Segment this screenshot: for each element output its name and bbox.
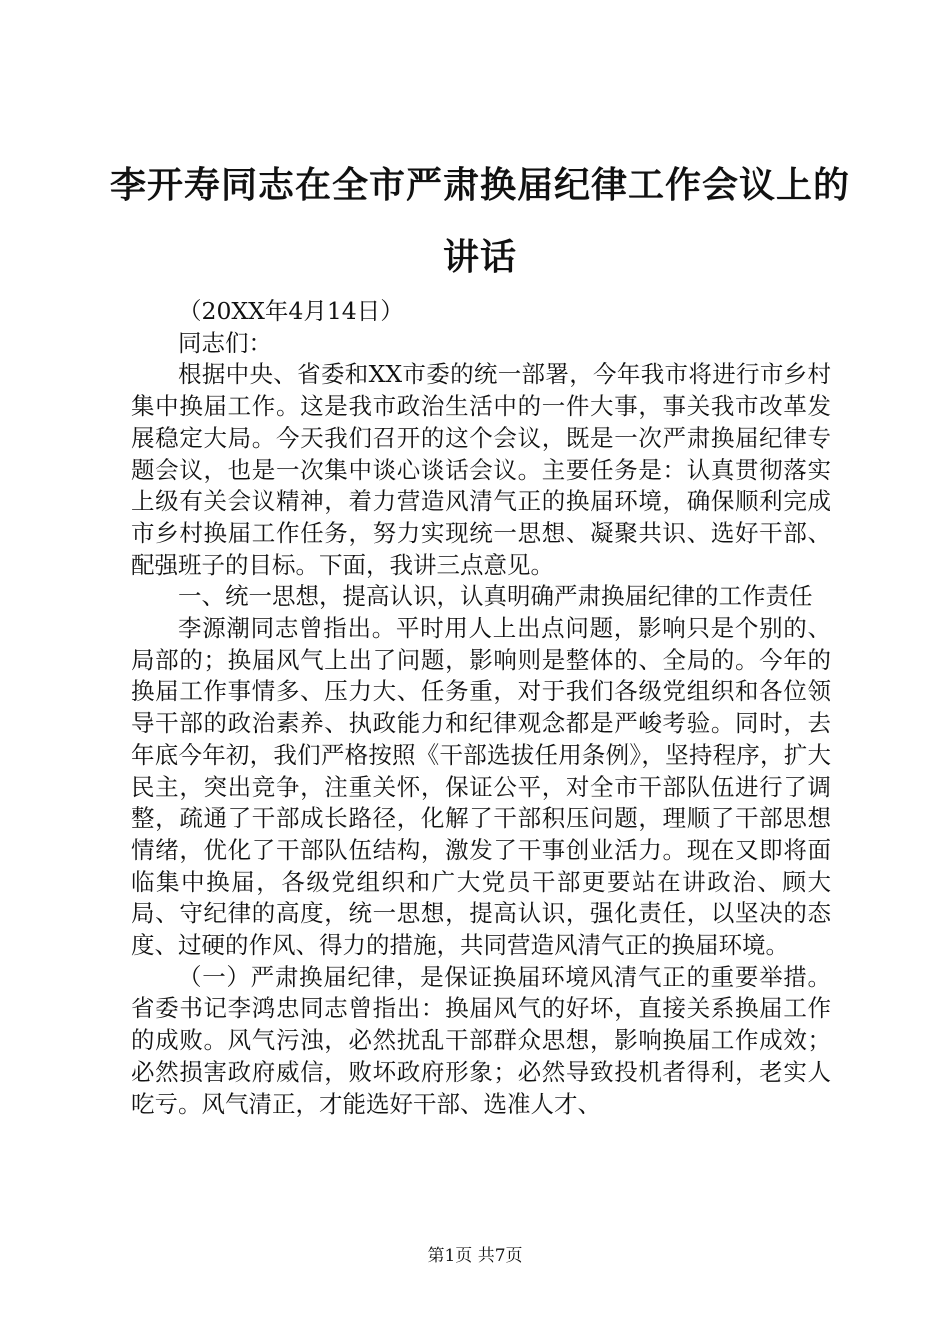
document-body xyxy=(131,296,831,1120)
document-title xyxy=(100,150,860,294)
title-line-1: 李开寿同志在全市严肃换届纪律工作会议上的 xyxy=(109,165,850,206)
paragraph-intro: 根据中央、省委和XX市委的统一部署，今年我市将进行市乡村集中换届工作。这是我市政治生活中的一件大事，事关我市改革发展稳定大局。今天我们召开的这个会议，既是一次严肃换届纪律专题会议，也是一次集中谈心谈话会议。主要任务是：认真贯彻落实上级有关会议精神，着力营造风清气正的换届环境，确保顺利完成市乡村换届工作任务，努力实现统一思想、凝聚共识、选好干部、配强班子的目标。下面，我讲三点意见。 xyxy=(131,360,831,579)
salutation: 同志们： xyxy=(178,328,272,357)
paragraph-subsection-1: （一）严肃换届纪律，是保证换届环境风清气正的重要举措。省委书记李鸿忠同志曾指出：换届风气的好坏，直接关系换届工作的成败。风气污浊，必然扰乱干部群众思想，影响换届工作成效；必然损害政府威信，败坏政府形象；必然导致投机者得利，老实人吃亏。风气清正，才能选好干部、选准人才、 xyxy=(131,962,831,1118)
section-heading-1: 一、统一思想，提高认识，认真明确严肃换届纪律的工作责任 xyxy=(178,582,813,611)
page-number-footer: 第1页 共7页 xyxy=(427,1246,523,1266)
speech-date: （20XX年4月14日） xyxy=(178,297,404,325)
title-line-2: 讲话 xyxy=(442,237,517,278)
paragraph-section-1: 李源潮同志曾指出。平时用人上出点问题，影响只是个别的、局部的；换届风气上出了问题，影响则是整体的、全局的。今年的换届工作事情多、压力大、任务重，对于我们各级党组织和各位领导干部的政治素养、执政能力和纪律观念都是严峻考验。同时，去年底今年初，我们严格按照《干部选拔任用条例》，坚持程序，扩大民主，突出竞争，注重关怀，保证公平，对全市干部队伍进行了调整，疏通了干部成长路径，化解了干部积压问题，理顺了干部思想情绪，优化了干部队伍结构，激发了干事创业活力。现在又即将面临集中换届，各级党组织和广大党员干部更要站在讲政治、顾大局、守纪律的高度，统一思想，提高认识，强化责任，以坚决的态度、过硬的作风、得力的措施，共同营造风清气正的换届环境。 xyxy=(131,614,831,960)
